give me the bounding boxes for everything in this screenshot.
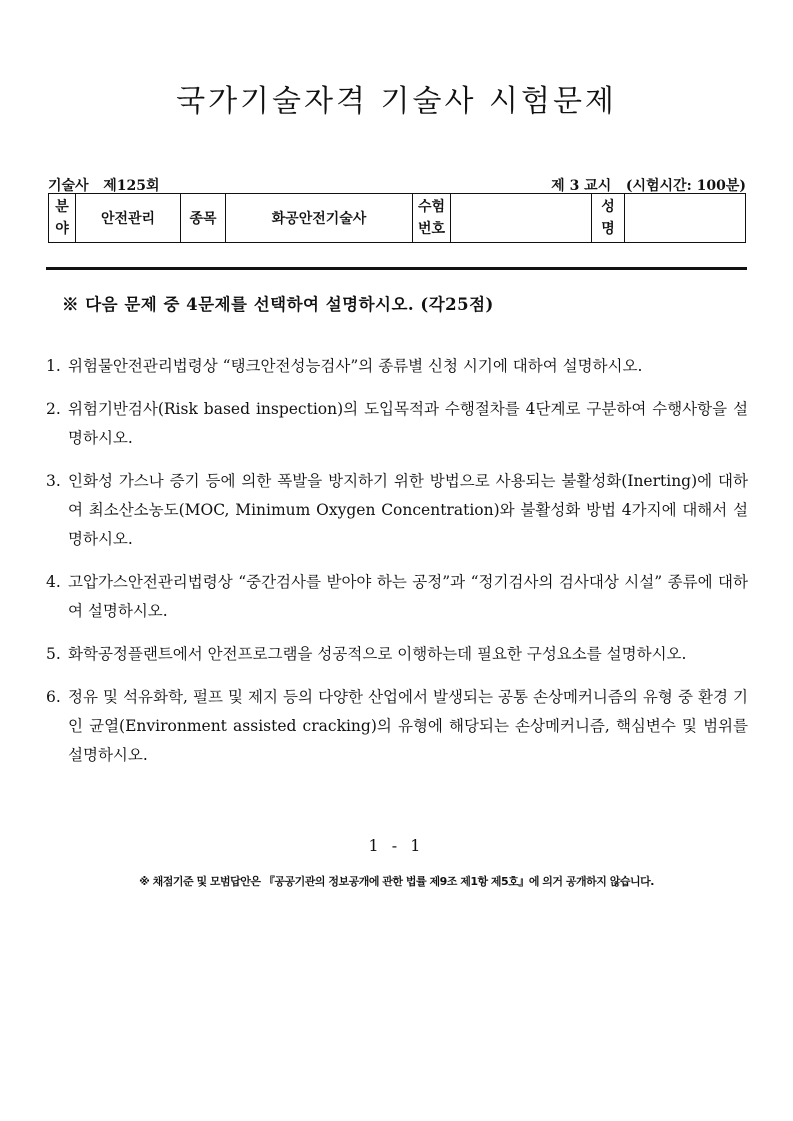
instruction: ※ 다음 문제 중 4문제를 선택하여 설명하시오. (각25점) [62,295,494,314]
question-number: 1. [46,357,61,375]
name-value[interactable] [625,194,746,243]
name-label-cell [592,194,625,243]
exam-info-table [48,193,746,243]
question-item [46,640,748,669]
question-text: 위험기반검사(Risk based inspection)의 도입목적과 수행절차를 4단계로 구분하여 수행사항을 설명하시오. [68,400,748,447]
name-label-top: 성 [601,199,615,215]
exam-session: 제 3 교시 (시험시간: 100분) [551,178,746,194]
question-text: 인화성 가스나 증기 등에 의한 폭발을 방지하기 위한 방법으로 사용되는 불활성화(Inerting)에 대하여 최소산소농도(MOC, Minimum Oxygen Concentration)와 불활성화 방법 4가지에 대해서 설명하시오. [68,472,748,548]
field-label-bottom: 야 [55,221,69,237]
question-list [46,352,748,784]
category-label: 종목 [181,194,226,243]
page-title: 국가기술자격 기술사 시험문제 [176,84,617,119]
name-label-bottom: 명 [601,221,615,237]
exam-round: 기술사 제125회 [48,178,160,194]
question-text: 고압가스안전관리법령상 “중간검사를 받아야 하는 공정”과 “정기검사의 검사대상 시설” 종류에 대하여 설명하시오. [68,573,748,620]
question-item [46,467,748,554]
question-number: 4. [46,573,61,591]
question-text: 화학공정플랜트에서 안전프로그램을 성공적으로 이행하는데 필요한 구성요소를 설명하시오. [68,645,687,663]
question-text: 위험물안전관리법령상 “탱크안전성능검사”의 종류별 신청 시기에 대하여 설명하시오. [68,357,643,375]
question-number: 3. [46,472,61,490]
page-number: 1 - 1 [368,836,425,855]
exam-no-label-cell [413,194,451,243]
exam-no-label-bottom: 번호 [417,221,446,237]
exam-no-label-top: 수험 [417,199,446,215]
question-item [46,352,748,381]
field-label-top: 분 [55,199,69,215]
header-divider [46,267,747,270]
question-number: 6. [46,688,61,706]
field-value: 안전관리 [76,194,181,243]
question-item [46,683,748,770]
category-value: 화공안전기술사 [226,194,413,243]
question-text: 정유 및 석유화학, 펄프 및 제지 등의 다양한 산업에서 발생되는 공통 손상메커니즘의 유형 중 환경 기인 균열(Environment assisted cracking)의 유형에 해당되는 손상메커니즘, 핵심변수 및 범위를 설명하시오. [68,688,748,764]
disclosure-note: ※ 채점기준 및 모범답안은 『공공기관의 정보공개에 관한 법률 제9조 제1항 제5호』에 의거 공개하지 않습니다. [139,875,654,888]
field-label-cell [49,194,76,243]
exam-no-value[interactable] [451,194,592,243]
question-number: 5. [46,645,61,663]
question-item [46,395,748,453]
question-item [46,568,748,626]
question-number: 2. [46,400,61,418]
